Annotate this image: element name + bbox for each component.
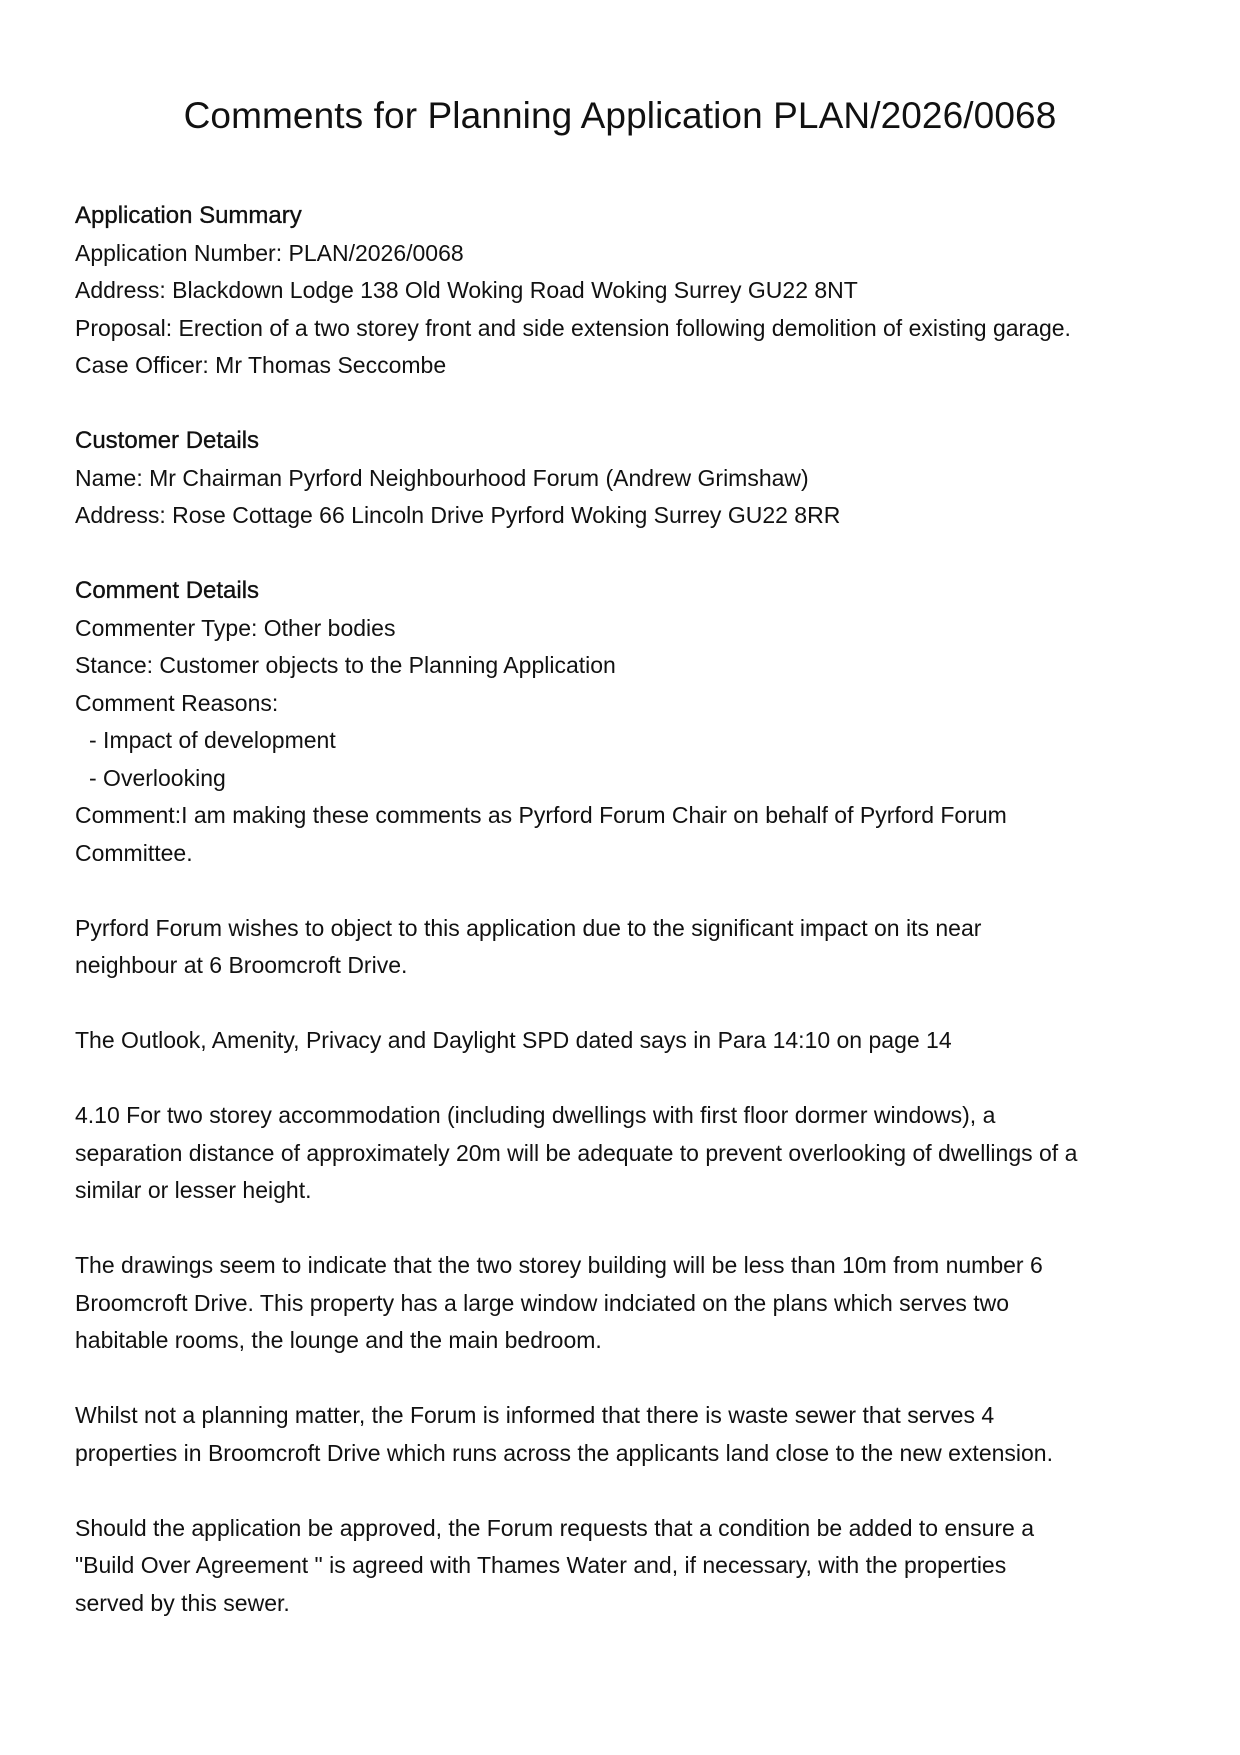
paragraph-line: 4.10 For two storey accommodation (including dwellings with first floor dormer windows), a bbox=[75, 1102, 996, 1128]
paragraph-line: neighbour at 6 Broomcroft Drive. bbox=[75, 952, 408, 978]
paragraph-line: Whilst not a planning matter, the Forum is informed that there is waste sewer that serves 4 bbox=[75, 1402, 995, 1428]
comment-details-section bbox=[75, 572, 1185, 1622]
paragraph-line: habitable rooms, the lounge and the main bedroom. bbox=[75, 1327, 602, 1353]
customer-address: Address: Rose Cottage 66 Lincoln Drive Pyrford Woking Surrey GU22 8RR bbox=[75, 502, 841, 528]
comment-paragraph bbox=[75, 1397, 1185, 1472]
paragraph-line: served by this sewer. bbox=[75, 1589, 290, 1616]
paragraph-line: separation distance of approximately 20m will be adequate to prevent overlooking of dwellings of a bbox=[75, 1139, 1078, 1166]
case-officer: Case Officer: Mr Thomas Seccombe bbox=[75, 352, 447, 378]
paragraph-line: The drawings seem to indicate that the two storey building will be less than 10m from number 6 bbox=[75, 1252, 1043, 1278]
section-spacer bbox=[75, 385, 1185, 423]
stance: Stance: Customer objects to the Planning Application bbox=[75, 652, 616, 678]
application-number: Application Number: PLAN/2026/0068 bbox=[75, 239, 464, 266]
comment-reason-item: - Overlooking bbox=[89, 764, 226, 791]
paragraph-line: The Outlook, Amenity, Privacy and Daylight SPD dated says in Para 14:10 on page 14 bbox=[75, 1027, 952, 1053]
page-title: Comments for Planning Application PLAN/2026/0068 bbox=[183, 95, 1057, 136]
application-summary-heading: Application Summary bbox=[75, 202, 302, 229]
paragraph-spacer bbox=[75, 985, 1185, 1023]
paragraph-line: "Build Over Agreement " is agreed with Thames Water and, if necessary, with the properties bbox=[75, 1552, 1007, 1578]
paragraph-spacer bbox=[75, 1060, 1185, 1098]
customer-details-section bbox=[75, 422, 1185, 535]
paragraph-line: Pyrford Forum wishes to object to this application due to the significant impact on its near bbox=[75, 914, 982, 941]
customer-name: Name: Mr Chairman Pyrford Neighbourhood Forum (Andrew Grimshaw) bbox=[75, 464, 809, 491]
comment-paragraph bbox=[75, 1510, 1185, 1623]
comment-paragraph bbox=[75, 1097, 1185, 1210]
commenter-type: Commenter Type: Other bodies bbox=[75, 614, 396, 641]
application-address: Address: Blackdown Lodge 138 Old Woking Road Woking Surrey GU22 8NT bbox=[75, 277, 858, 303]
customer-details-heading: Customer Details bbox=[75, 427, 260, 454]
paragraph-line: similar or lesser height. bbox=[75, 1177, 312, 1203]
comment-text-line: Committee. bbox=[75, 839, 193, 866]
comment-text-line: Comment:I am making these comments as Pyrford Forum Chair on behalf of Pyrford Forum bbox=[75, 802, 1007, 828]
paragraph-line: Broomcroft Drive. This property has a large window indciated on the plans which serves two bbox=[75, 1289, 1010, 1316]
comment-reasons-label: Comment Reasons: bbox=[75, 689, 279, 716]
application-proposal: Proposal: Erection of a two storey front and side extension following demolition of existing garage. bbox=[75, 314, 1071, 341]
paragraph-spacer bbox=[75, 872, 1185, 910]
application-summary-section bbox=[75, 197, 1185, 385]
comment-details-heading: Comment Details bbox=[75, 577, 260, 604]
paragraph-line: Should the application be approved, the Forum requests that a condition be added to ensure a bbox=[75, 1514, 1034, 1541]
paragraph-spacer bbox=[75, 1210, 1185, 1248]
comment-paragraph bbox=[75, 1022, 1185, 1060]
comment-paragraph bbox=[75, 910, 1185, 985]
comment-paragraph bbox=[75, 1247, 1185, 1360]
comment-reason-item: - Impact of development bbox=[89, 727, 336, 753]
paragraph-spacer bbox=[75, 1472, 1185, 1510]
paragraph-line: properties in Broomcroft Drive which runs across the applicants land close to the new extension. bbox=[75, 1439, 1053, 1466]
document-body bbox=[75, 197, 1185, 1622]
section-spacer bbox=[75, 535, 1185, 573]
paragraph-spacer bbox=[75, 1360, 1185, 1398]
